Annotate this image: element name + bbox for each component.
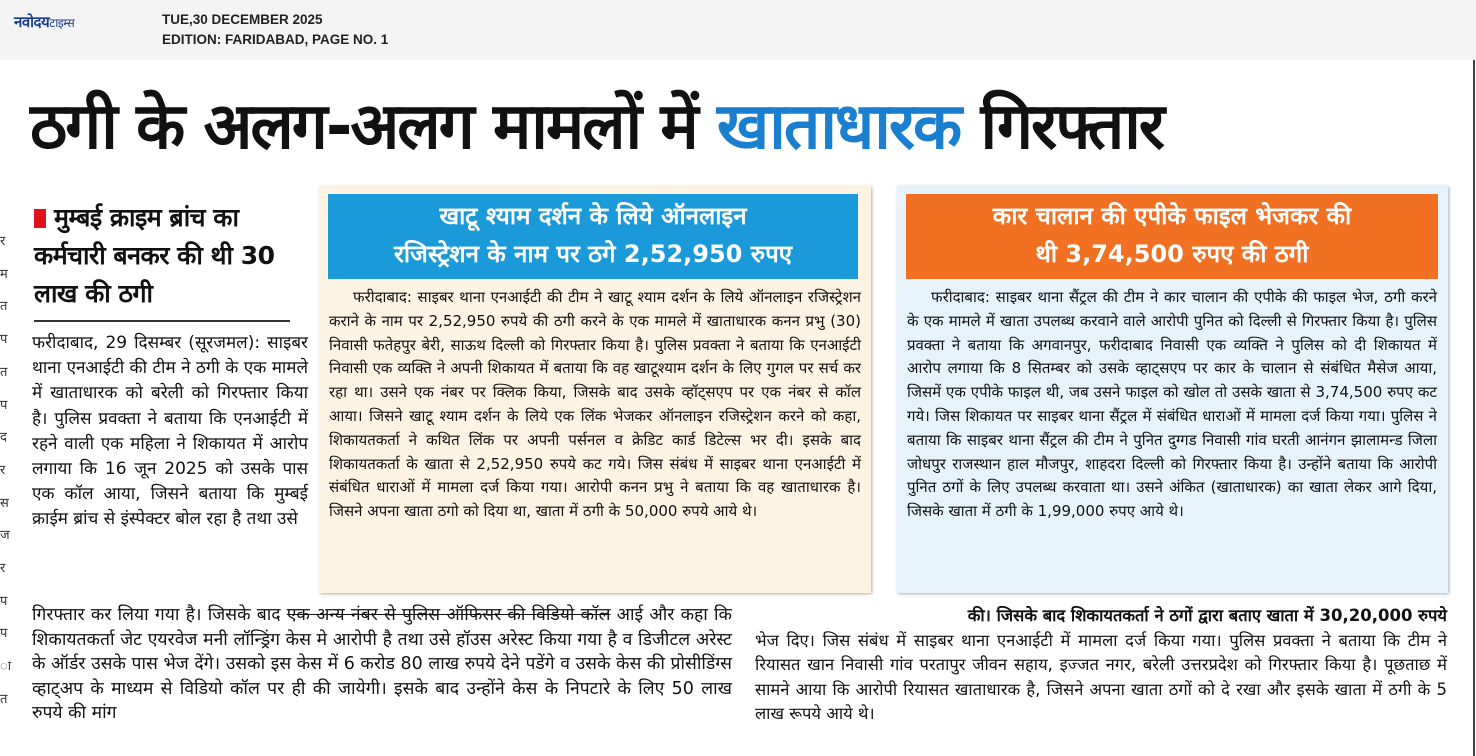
lead-story-column	[32, 331, 308, 533]
lead-cont-bold: की। जिसके बाद शिकायतकर्ता ने ठगों द्वारा बताए खाता में 30,20,000 रुपये	[967, 606, 1447, 625]
lead-story-headline-text: मुम्बई क्राइम ब्रांच का कर्मचारी बनकर की थी 30 लाख की ठगी	[34, 203, 275, 308]
issue-date: TUE,30 DECEMBER 2025	[162, 12, 323, 27]
lead-wide-strike: एक अन्य नंबर से पुलिस ऑफिसर की विडियो कॉल	[286, 605, 611, 625]
box-right-text: फरीदाबाद: साइबर थाना सैंट्रल की टीम ने कार चालान की एपीके की फाइल भेज, ठगी करने के एक मामले में खाता उपलब्ध करवाने वाले आरोपी पुनित को दिल्ली से गिरफ्तार किया है। पुलिस प्रवक्ता ने बताया कि अगवानपुर, फरीदाबाद निवासी एक व्यक्ति ने पुलिस को दी शिकायत में आरोप लगाया कि 8 सितम्बर को उसके व्हाट्सएप पर कार के चालान से संबंधित मैसेज आया, जिसमें एक एपीके फाइल थी, जब उसने फाइल को खोल तो उसके खाता से 3,74,500 रुपए कट गये। जिस शिकायत पर साइबर थाना सैंट्रल में संबंधित धाराओं में मामला दर्ज किया गया। पुलिस ने बताया कि साइबर थाना सैंट्रल की टीम ने पुनित दुग्गड निवासी गांव घरती आनंगन झालामन्ड जिला जोधपुर राजस्थान हाल मौजपुर, शाहदरा दिल्ली को गिरफ्तार किया है। उन्होंने बताया कि आरोपी पुनित ठगों के लिए उपलब्ध करवाता था। उसने अंकित (खाताधारक) का खाता लेकर आगे दिया, जिसके खाता में ठगी के 1,99,000 रुपए आये थे।	[907, 288, 1437, 521]
lead-headline-divider	[34, 320, 290, 322]
masthead-bar	[0, 0, 1476, 60]
edition-meta	[162, 10, 388, 50]
lead-wide-a: गिरफ्तार कर लिया गया है। जिसके बाद	[32, 605, 287, 625]
headline-part2: गिरफ्तार	[960, 90, 1163, 164]
red-square-bullet-icon	[34, 209, 46, 228]
lead-cont-text: भेज दिए। जिस संबंध में साइबर थाना एनआईटी में मामला दर्ज किया गया। पुलिस प्रवक्ता ने बताया कि टीम ने रियासत खान निवासी गांव परतापुर जीवन सहाय, इज्जत नगर, बरेली उत्तरप्रदेश को गिरफ्तार किया है। पूछताछ में सामने आया कि आरोपी रियासत खाताधारक है, जिसने अपना खाता ठगों को दे रखा और इसके खाता में ठगी के 5 लाख रूपये आये थे।	[755, 630, 1447, 724]
story-box-khatu-shyam	[319, 186, 871, 593]
logo-sub: टाइम्स	[49, 16, 75, 30]
lead-story-headline	[34, 199, 290, 313]
headline-highlight: खाताधारक	[716, 90, 961, 164]
cropped-column-fragment: र म त प त प द र स ज र प प ा त	[0, 234, 12, 707]
newspaper-logo	[14, 12, 74, 32]
page-edge-rule	[1473, 60, 1475, 756]
lead-wide-b: आई और कहा कि शिकायतकर्ता जेट एयरवेज मनी लॉन्ड्रिंग केस मे आरोपी है तथा उसे हॉउस अरेस्ट किया गया है व डिजीटल अरेस्ट के ऑर्डर उसके पास भेज देंगे। उसको इस केस में 6 करोड 80 लाख रुपये देने पडेंगे व उसके केस की प्रोसीडिंग्स व्हाट्अप के माध्यम से विडियो कॉल पर ही की जायेगी। इसके बाद उन्होंने केस के निपटारे के लिए 50 लाख रुपये की मांग	[32, 605, 733, 724]
logo-main: नवोदय	[14, 13, 50, 31]
box-right-headline: कार चालान की एपीके फाइल भेजकर की थी 3,74,500 रुपए की ठगी	[906, 194, 1438, 279]
box-left-text: फरीदाबाद: साइबर थाना एनआईटी की टीम ने खाटू श्याम दर्शन के लिये ऑनलाइन रजिस्ट्रेशन कराने के नाम पर 2,52,950 रुपये की ठगी करने के एक मामले में खाताधारक कनन प्रभु (30) निवासी फतेहपुर बेरी, साऊथ दिल्ली को गिरफ्तार किया है। पुलिस प्रवक्ता ने बताया कि एनआईटी निवासी एक व्यक्ति ने अपनी शिकायत में बताया कि वह खाटूश्याम दर्शन के लिए गुगल पर सर्च कर रहा था। उसने एक नंबर पर क्लिक किया, जिसके बाद उसके व्हॉट्सएप पर एक नंबर से कॉल आया। जिसने खाटू श्याम दर्शन के लिये एक लिंक भेजकर ऑनलाइन रजिस्ट्रेशन करने को कहा, शिकायतकर्ता ने कथित लिंक पर अपनी पर्सनल व क्रेडिट कार्ड डिटेल्स भर दी। इसके बाद शिकायतकर्ता के खाता से 2,52,950 रुपये कट गये। जिस संबंध में साइबर थाना एनआईटी में संबंधित धाराओं में मामला दर्ज किया गया। आरोपी कनन प्रभु ने बताया कि वह खाताधारक है। जिसने अपना खाता ठगो को दिया था, खाता में ठगी के 50,000 रुपये आये थे।	[329, 288, 861, 521]
lead-story-wide-text	[32, 603, 732, 726]
lead-story-continuation	[755, 604, 1447, 727]
page-headline	[30, 85, 1460, 169]
story-box-car-challan	[897, 186, 1448, 593]
edition-info: EDITION: FARIDABAD, PAGE NO. 1	[162, 32, 389, 47]
headline-part1: ठगी के अलग-अलग मामलों में	[30, 90, 717, 164]
box-left-headline: खाटू श्याम दर्शन के लिये ऑनलाइन रजिस्ट्रेशन के नाम पर ठगे 2,52,950 रुपए	[328, 194, 858, 279]
lead-story-col-text: फरीदाबाद, 29 दिसम्बर (सूरजमल): साइबर थाना एनआईटी की टीम ने ठगी के एक मामले में खाताधारक को बरेली को गिरफ्तार किया है। पुलिस प्रवक्ता ने बताया कि एनआईटी में रहने वाली एक महिला ने शिकायत में आरोप लगाया कि 16 जून 2025 को उसके पास एक कॉल आया, जिसने बताया कि मुम्बई क्राईम ब्रांच से इंस्पेक्टर बोल रहा है तथा उसे	[32, 333, 308, 530]
